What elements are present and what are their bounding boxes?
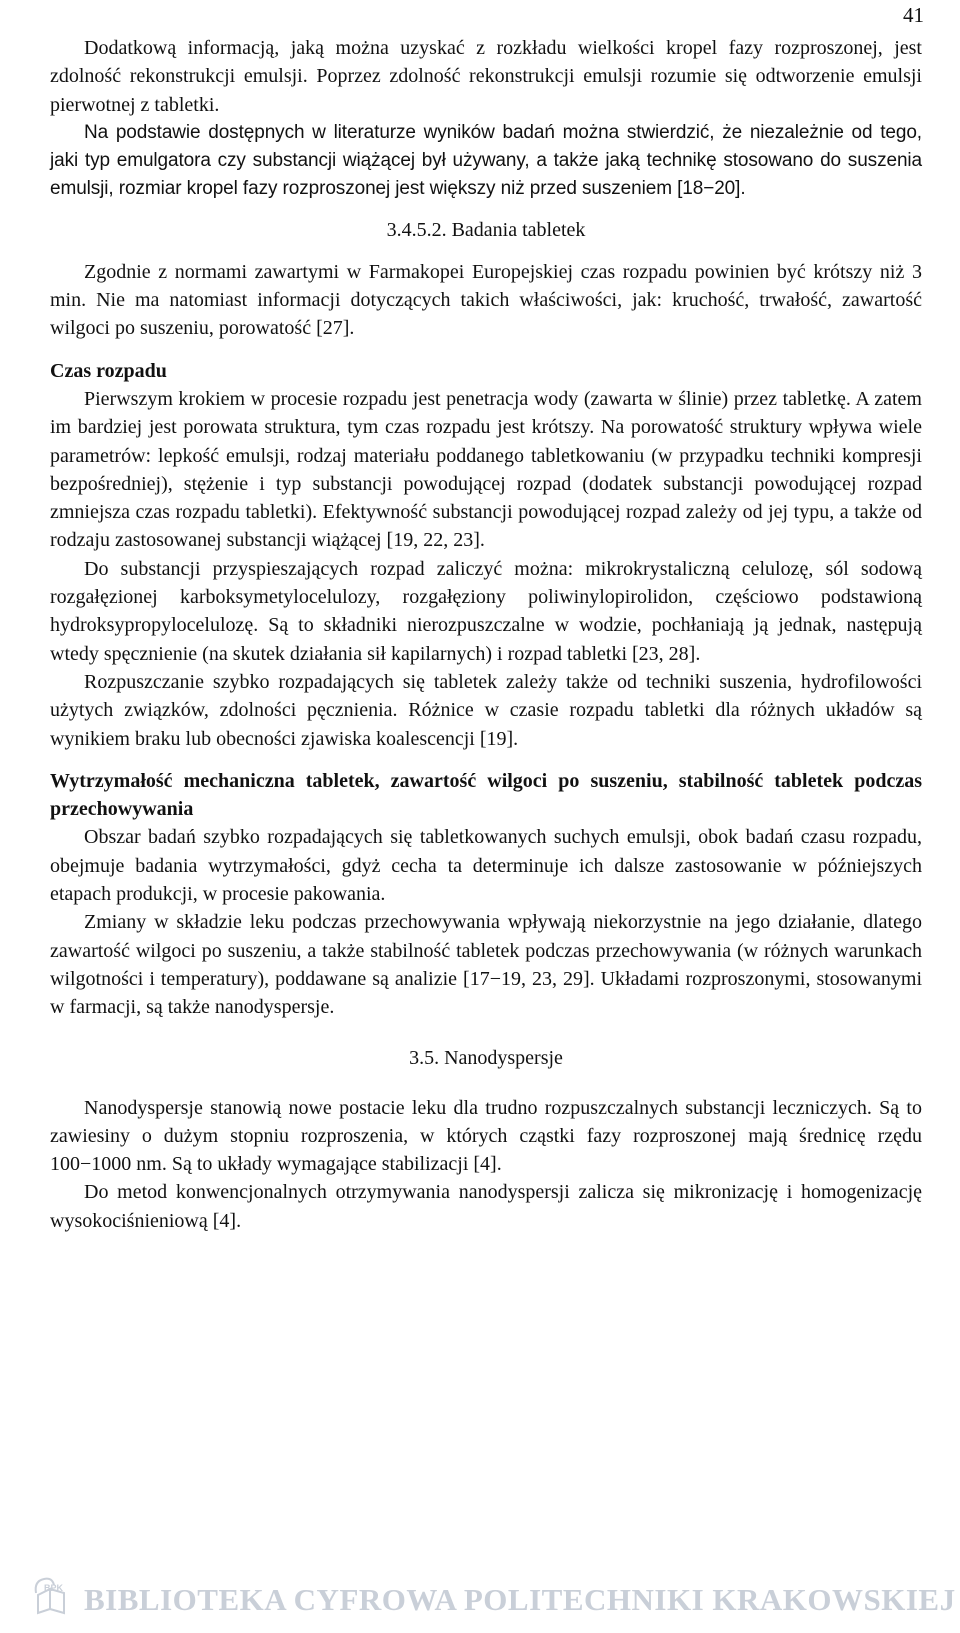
paragraph-1: Dodatkową informacją, jaką można uzyskać z rozkładu wielkości kropel fazy rozproszonej, jest zdolność rekonstrukcji emulsji. Poprzez zdolność rekonstrukcji emulsji rozumie się odtworzenie emulsji pierwotnej z tabletki. xyxy=(50,37,922,116)
paragraph-8: Zmiany w składzie leku podczas przechowywania wpływają niekorzystnie na jego działanie, dlatego zawartość wilgoci po suszeniu, a także stabilność tabletek podczas przechowywania (w różnych warunkach wilgotności i temperatury), poddawane są analizie [17−19, 23, 29]. Układami rozproszonymi, stosowanymi w farmacji, są także nanodyspersje. xyxy=(50,911,922,1019)
bpk-logo-icon xyxy=(30,1575,76,1617)
paragraph-5: Do substancji przyspieszających rozpad zaliczyć można: mikrokrystaliczną celulozę, sól sodową rozgałęzionej karboksymetylocelulozy, rozgałęziony poliwinylopirolidon, częściowo podstawioną hydroksypropylocelulozę. Są to składniki nierozpuszczalne w wodzie, pochłaniają ją jednak, następują wtedy spęcznienie (na skutek działania sił kapilarnych) i rozpad tabletki [23, 28]. xyxy=(50,557,922,665)
page-number: 41 xyxy=(903,3,924,27)
document-body xyxy=(50,34,922,1235)
heading-wytrzymalosc: Wytrzymałość mechaniczna tabletek, zawartość wilgoci po suszeniu, stabilność tabletek podczas przechowywania xyxy=(50,769,922,821)
section-heading-3-4-5-2: 3.4.5.2. Badania tabletek xyxy=(386,218,586,241)
paragraph-6: Rozpuszczanie szybko rozpadających się tabletek zależy także od techniki suszenia, hydrofilowości użytych związków, zdolności pęcznienia. Różnice w czasie rozpadu tabletki dla różnych układów są wynikiem braku lub obecności zjawiska koalescencji [19]. xyxy=(50,670,922,750)
paragraph-3: Zgodnie z normami zawartymi w Farmakopei Europejskiej czas rozpadu powinien być krótszy niż 3 min. Nie ma natomiast informacji dotyczących takich właściwości, jak: kruchość, trwałość, zawartość wilgoci po suszeniu, porowatość [27]. xyxy=(50,260,922,340)
paragraph-10: Do metod konwencjonalnych otrzymywania nanodyspersji zalicza się mikronizację i homogenizację wysokociśnieniową [4]. xyxy=(50,1181,922,1232)
heading-czas-rozpadu: Czas rozpadu xyxy=(50,359,167,382)
section-heading-3-5: 3.5. Nanodyspersje xyxy=(409,1046,563,1069)
paragraph-7: Obszar badań szybko rozpadających się tabletkowanych suchych emulsji, obok badań czasu rozpadu, obejmuje badania wytrzymałości, gdyż cecha ta determinuje ich dalsze zastosowanie w późniejszych etapach produkcji, w procesie pakowania. xyxy=(50,826,922,906)
paragraph-9: Nanodyspersje stanowią nowe postacie leku dla trudno rozpuszczalnych substancji leczniczych. Są to zawiesiny o dużym stopniu rozproszenia, w których cząstki fazy rozproszonej mają średnicę rzędu 100−1000 nm. Są to układy wymagające stabilizacji [4]. xyxy=(50,1096,922,1176)
paragraph-4: Pierwszym krokiem w procesie rozpadu jest penetracja wody (zawarta w ślinie) przez tabletkę. A zatem im bardziej jest porowata struktura, tym czas rozpadu jest krótszy. Na porowatość struktury wpływa wiele parametrów: lepkość emulsji, rodzaj materiału poddanego tabletkowaniu (w przypadku techniki kompresji bezpośredniej), stężenie i typ substancji powodującej rozpad (dodatek substancji powodującej rozpad zmniejsza czas rozpadu tabletki). Efektywność substancji powodującej rozpad zależy od jej typu, a także od rodzaju zastosowanej substancji wiążącej [19, 22, 23]. xyxy=(50,387,922,552)
library-name: BIBLIOTEKA CYFROWA POLITECHNIKI KRAKOWSKIEJ xyxy=(84,1582,956,1617)
paragraph-2: Na podstawie dostępnych w literaturze wyników badań można stwierdzić, że niezależnie od tego, jaki typ emulgatora czy substancji wiążącej był używany, a także jaką technikę stosowano do suszenia emulsji, rozmiar kropel fazy rozproszonej jest większy niż przed suszeniem [18−20]. xyxy=(50,121,922,200)
library-watermark xyxy=(30,1575,956,1617)
svg-text:BPK: BPK xyxy=(44,1583,64,1593)
